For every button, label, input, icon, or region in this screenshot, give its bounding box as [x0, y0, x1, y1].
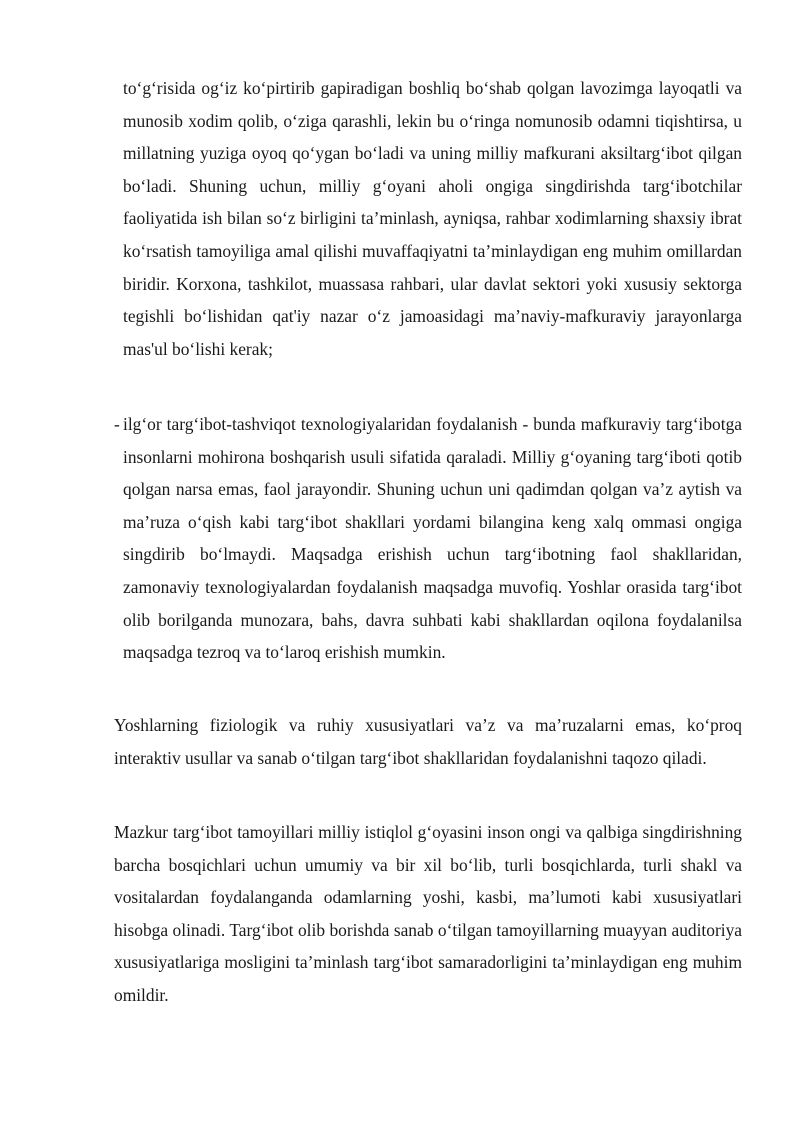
- list-marker: -: [114, 414, 120, 434]
- continuation-paragraph: [123, 72, 742, 365]
- paragraph-principles: [114, 816, 742, 1012]
- continuation-text: to‘g‘risida og‘iz ko‘pirtirib gapiradigan boshliq bo‘shab qolgan lavozimga layoqatli va munosib xodim qolib, o‘ziga qarashli, lekin bu o‘ringa nomunosib odamni tiqishtirsa, u millatning yuziga oyoq qo‘ygan bo‘ladi va uning milliy mafkurani aksiltarg‘ibot qilgan bo‘ladi. Shuning uchun, milliy g‘oyani aholi ongiga singdirishda targ‘ibotchilar faoliyatida ish bilan so‘z birligini ta’minlash, ayniqsa, rahbar xodimlarning shaxsiy ibrat ko‘rsatish tamoyiliga amal qilishi muvaffaqiyatni ta’minlaydigan eng muhim omillardan biridir. Korxona, tashkilot, muassasa rahbari, ular davlat sektori yoki xususiy sektorga tegishli bo‘lishidan qat'iy nazar o‘z jamoasidagi ma’naviy-mafkuraviy jarayonlarga mas'ul bo‘lishi kerak;: [123, 78, 742, 359]
- paragraph-youth-text: Yoshlarning fiziologik va ruhiy xususiyatlari va’z va ma’ruzalarni emas, ko‘proq interaktiv usullar va sanab o‘tilgan targ‘ibot shakllaridan foydalanishni taqozo qiladi.: [114, 715, 742, 768]
- paragraph-youth: [114, 709, 742, 774]
- list-item-text: ilg‘or targ‘ibot-tashviqot texnologiyalaridan foydalanish - bunda mafkuraviy targ‘ibotga insonlarni mohirona boshqarish usuli sifatida qaraladi. Milliy g‘oyaning targ‘iboti qotib qolgan narsa emas, faol jarayondir. Shuning uchun uni qadimdan qolgan va’z aytish va ma’ruza o‘qish kabi targ‘ibot shakllari yordami bilangina keng xalq ommasi ongiga singdirib bo‘lmaydi. Maqsadga erishish uchun targ‘ibotning faol shakllaridan, zamonaviy texnologiyalardan foydalanish maqsadga muvofiq. Yoshlar orasida targ‘ibot olib borilganda munozara, bahs, davra suhbati kabi shakllardan oqilona foydalanilsa maqsadga tezroq va to‘laroq erishish mumkin.: [123, 414, 742, 663]
- paragraph-principles-text: Mazkur targ‘ibot tamoyillari milliy istiqlol g‘oyasini inson ongi va qalbiga singdirishning barcha bosqichlari uchun umumiy va bir xil bo‘lib, turli bosqichlarda, turli shakl va vositalardan foydalanganda odamlarning yoshi, kasbi, ma’lumoti kabi xususiyatlari hisobga olinadi. Targ‘ibot olib borishda sanab o‘tilgan tamoyillarning muayyan auditoriya xususiyatlariga mosligini ta’minlash targ‘ibot samaradorligini ta’minlaydigan eng muhim omildir.: [114, 822, 742, 1005]
- list-item: [114, 408, 742, 669]
